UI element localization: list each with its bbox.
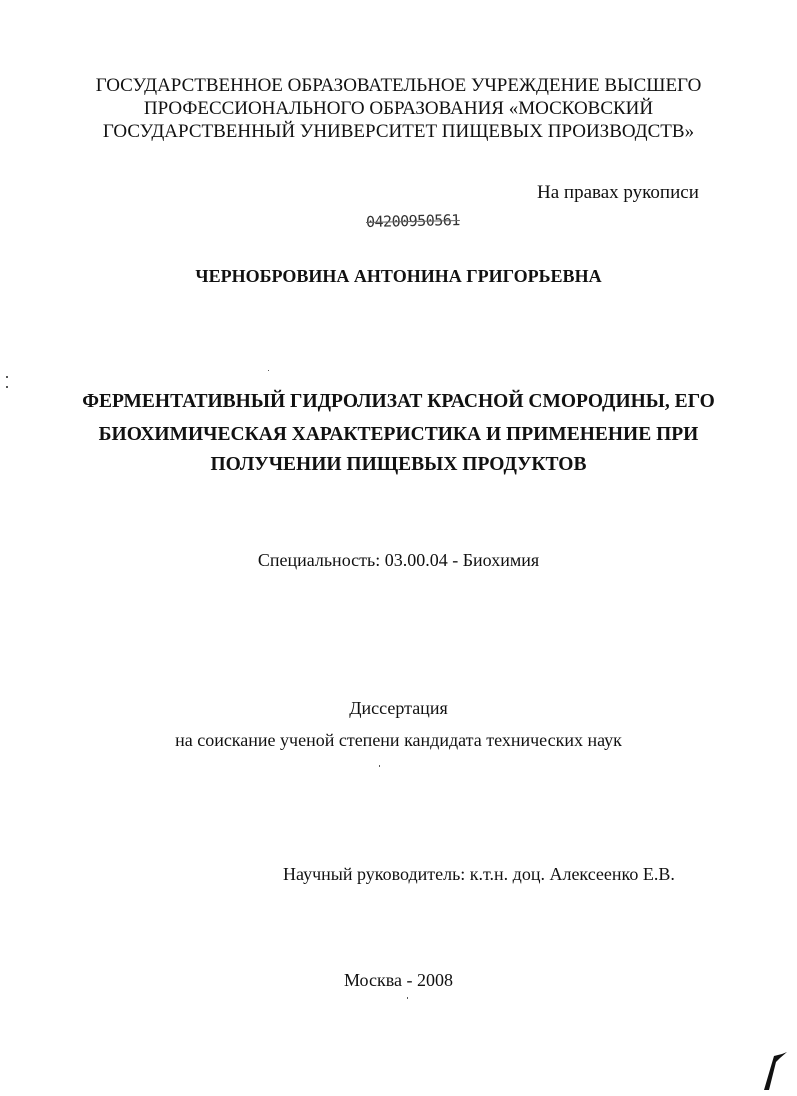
author-name: ЧЕРНОБРОВИНА АНТОНИНА ГРИГОРЬЕВНА <box>195 266 602 286</box>
title-line-3: ПОЛУЧЕНИИ ПИЩЕВЫХ ПРОДУКТОВ <box>210 454 587 475</box>
handwritten-mark <box>760 1050 790 1094</box>
institution-line-1: ГОСУДАРСТВЕННОЕ ОБРАЗОВАТЕЛЬНОЕ УЧРЕЖДЕНИЕ ВЫСШЕГО <box>95 75 702 96</box>
scan-speck <box>6 376 8 378</box>
scan-speck <box>6 386 8 388</box>
institution-line-2: ПРОФЕССИОНАЛЬНОГО ОБРАЗОВАНИЯ «МОСКОВСКИЙ <box>143 98 654 119</box>
degree-statement: на соискание ученой степени кандидата технических наук <box>175 730 622 750</box>
city-year: Москва - 2008 <box>344 970 453 990</box>
library-stamp-number: 04200950561 <box>365 211 461 231</box>
title-line-2: БИОХИМИЧЕСКАЯ ХАРАКТЕРИСТИКА И ПРИМЕНЕНИЕ ПРИ <box>98 424 699 445</box>
specialty: Специальность: 03.00.04 - Биохимия <box>257 550 540 570</box>
supervisor: Научный руководитель: к.т.н. доц. Алексеенко Е.В. <box>283 864 675 884</box>
institution-line-3: ГОСУДАРСТВЕННЫЙ УНИВЕРСИТЕТ ПИЩЕВЫХ ПРОИЗВОДСТВ» <box>102 121 695 142</box>
scan-speck <box>379 765 380 767</box>
scan-speck <box>268 370 269 371</box>
title-line-1: ФЕРМЕНТАТИВНЫЙ ГИДРОЛИЗАТ КРАСНОЙ СМОРОДИНЫ, ЕГО <box>82 391 715 412</box>
scan-speck <box>407 997 408 999</box>
work-type: Диссертация <box>349 698 448 718</box>
manuscript-note: На правах рукописи <box>537 182 699 203</box>
